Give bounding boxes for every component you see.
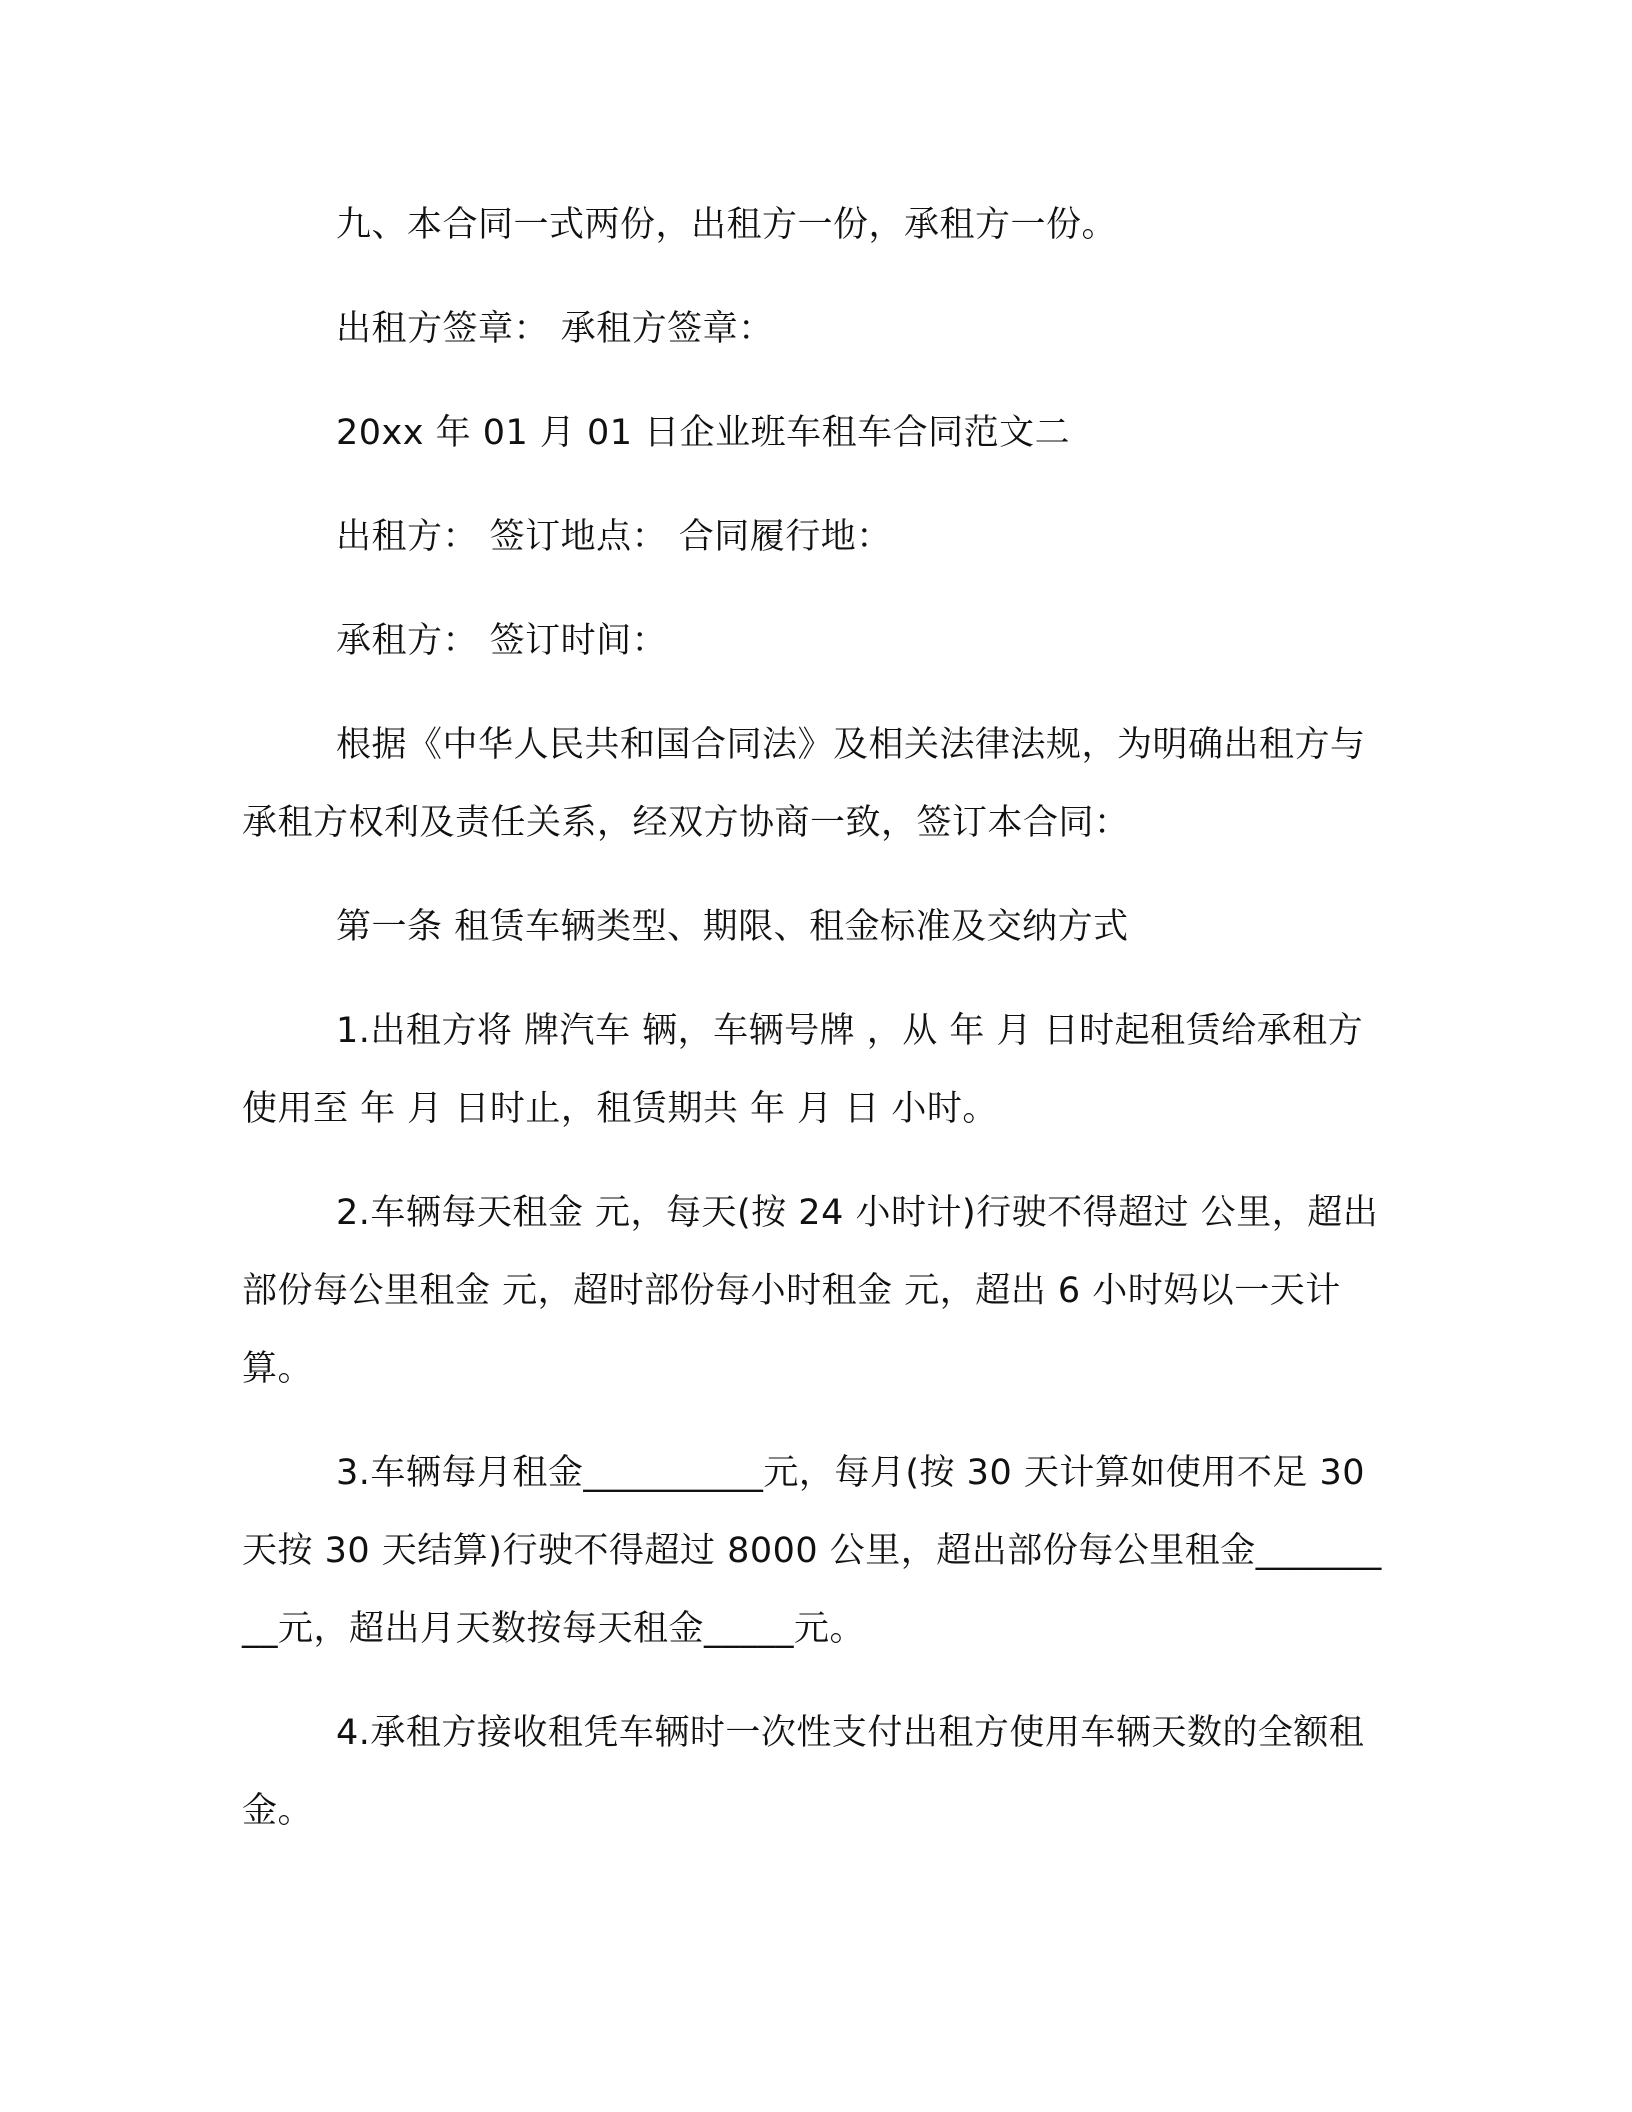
- preamble-paragraph: 根据《中华人民共和国合同法》及相关法律法规，为明确出租方与承租方权利及责任关系，经双方协商一致，签订本合同：: [242, 725, 1366, 843]
- item-one-paragraph: 1.出租方将 牌汽车 辆，车辆号牌 ，从 年 月 日时起租赁给承租方使用至 年 月 日时止，租赁期共 年 月 日 小时。: [242, 1011, 1364, 1129]
- date-and-title-line: 20xx 年 01 月 01 日企业班车租车合同范文二: [336, 413, 1071, 453]
- item-four-paragraph: 4.承租方接收租凭车辆时一次性支付出租方使用车辆天数的全额租金。: [242, 1713, 1365, 1831]
- item-three-paragraph: 3.车辆每月租金__________元，每月(按 30 天计算如使用不足 30 天按 30 天结算)行驶不得超过 8000 公里，超出部份每公里租金_________元，超出月天数按每天租金_____元。: [242, 1453, 1382, 1649]
- article-one-heading: 第一条 租赁车辆类型、期限、租金标准及交纳方式: [336, 907, 1129, 947]
- lessor-info-line: 出租方： 签订地点： 合同履行地：: [336, 517, 892, 557]
- signature-line: 出租方签章： 承租方签章：: [336, 309, 774, 349]
- lessee-info-line: 承租方： 签订时间：: [336, 621, 668, 661]
- clause-nine: 九、本合同一式两份，出租方一份，承租方一份。: [336, 205, 1118, 245]
- document-body: [242, 186, 1392, 1876]
- item-two-paragraph: 2.车辆每天租金 元，每天(按 24 小时计)行驶不得超过 公里，超出部份每公里租金 元，超时部份每小时租金 元，超出 6 小时妈以一天计算。: [242, 1193, 1379, 1389]
